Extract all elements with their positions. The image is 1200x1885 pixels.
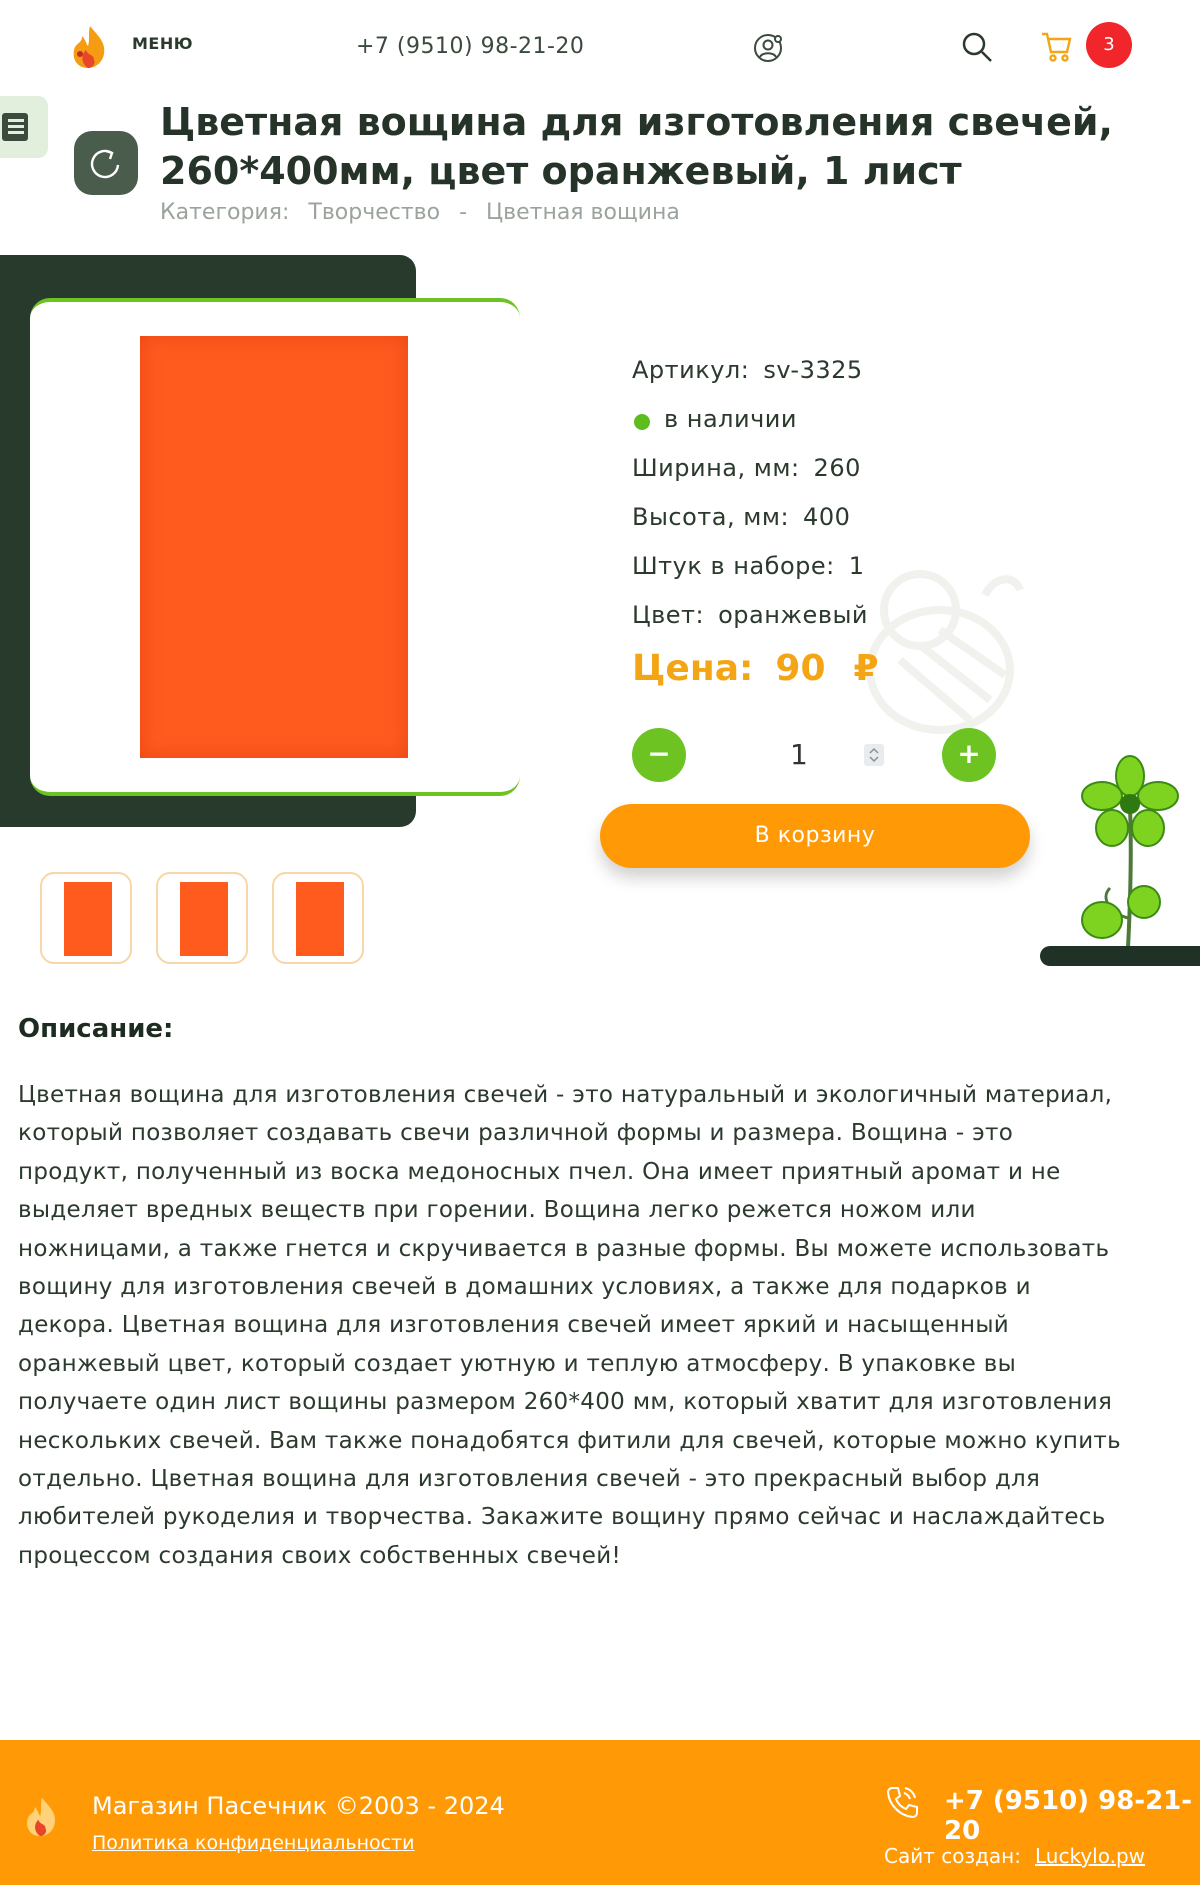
currency-sign: ₽ [853,648,879,689]
breadcrumb-label: Категория: [160,200,290,225]
height-row [632,503,850,531]
quantity-stepper[interactable] [864,744,884,766]
pieces-row [632,552,865,580]
price [632,648,879,689]
product-image [140,336,408,758]
thumbnail-3[interactable] [272,872,364,964]
add-to-cart-button[interactable]: В корзину [600,804,1030,868]
footer-copyright: Магазин Пасечник ©2003 - 2024 [92,1792,505,1820]
quantity-increase-button[interactable]: + [942,728,996,782]
color-row [632,601,868,629]
width-label: Ширина, мм: [632,454,800,482]
breadcrumb [160,200,692,225]
footer-logo-icon[interactable] [22,1795,62,1839]
menu-button[interactable]: МЕНЮ [132,34,194,53]
stock-status: в наличии [664,405,797,433]
description-heading: Описание: [18,1014,174,1044]
made-by [884,1844,1145,1868]
color-value: оранжевый [718,601,869,629]
made-by-link[interactable]: Luckylo.pw [1035,1844,1146,1868]
price-value: 90 [775,648,826,689]
back-button[interactable] [74,131,138,195]
quantity-input[interactable]: 1 [790,738,808,771]
height-value: 400 [803,503,851,531]
made-by-label: Сайт создан: [884,1844,1021,1868]
sidebar-toggle[interactable] [0,96,48,158]
refresh-icon [74,131,138,195]
cart-icon[interactable] [1040,30,1074,64]
phone-icon [884,1784,920,1820]
thumbnail-2[interactable] [156,872,248,964]
footer-phone[interactable]: +7 (9510) 98-21-20 [944,1786,1193,1846]
breadcrumb-item-creativity[interactable]: Творчество [308,200,441,225]
pieces-value: 1 [848,552,865,580]
sku-value: sv-3325 [763,356,863,384]
sku-label: Артикул: [632,356,750,384]
privacy-policy-link[interactable]: Политика конфиденциальности [92,1832,415,1854]
cart-count-badge[interactable]: 3 [1086,22,1132,68]
search-icon[interactable] [960,30,994,64]
price-label: Цена: [632,648,754,689]
logo-icon[interactable] [68,24,112,70]
description-text: Цветная вощина для изготовления свечей - это натуральный и экологичный материал, который позволяет создавать свечи различной формы и размера. Вощина - это продукт, полученный из воска медоносных пчел. Она имеет приятный аромат и не выделяет вредных веществ при горении. Вощина легко режется ножом или ножницами, а также гнется и скручивается в разные формы. Вы можете использовать вощину для изготовления свечей в домашних условиях, а также для подарков и декора. Цветная вощина для изготовления свечей имеет яркий и насыщенный оранжевый цвет, который создает уютную и теплую атмосферу. В упаковке вы получаете один лист вощины размером 260*400 мм, который хватит для изготовления нескольких свечей. Вам также понадобятся фитили для свечей, которые можно купить отдельно. Цветная вощина для изготовления свечей - это прекрасный выбор для любителей рукоделия и творчества. Закажите вощину прямо сейчас и наслаждайтесь процессом создания своих собственных свечей! [18,1082,1121,1569]
header-phone[interactable]: +7 (9510) 98-21-20 [356,34,585,59]
sku-row [632,356,863,384]
stock-indicator-icon [634,414,650,430]
thumbnail-1[interactable] [40,872,132,964]
page-title: Цветная вощина для изготовления свечей, 260*400мм, цвет оранжевый, 1 лист [160,100,1113,193]
user-icon[interactable] [752,32,784,64]
quantity-decrease-button[interactable]: − [632,728,686,782]
width-value: 260 [813,454,861,482]
breadcrumb-item-colored-wax[interactable]: Цветная вощина [486,200,680,225]
decorative-ground [1040,946,1200,966]
height-label: Высота, мм: [632,503,790,531]
flower-icon [1040,748,1200,968]
color-label: Цвет: [632,601,705,629]
pieces-label: Штук в наборе: [632,552,835,580]
width-row [632,454,861,482]
sidebar-icon [0,96,48,158]
breadcrumb-separator: - [459,200,468,225]
